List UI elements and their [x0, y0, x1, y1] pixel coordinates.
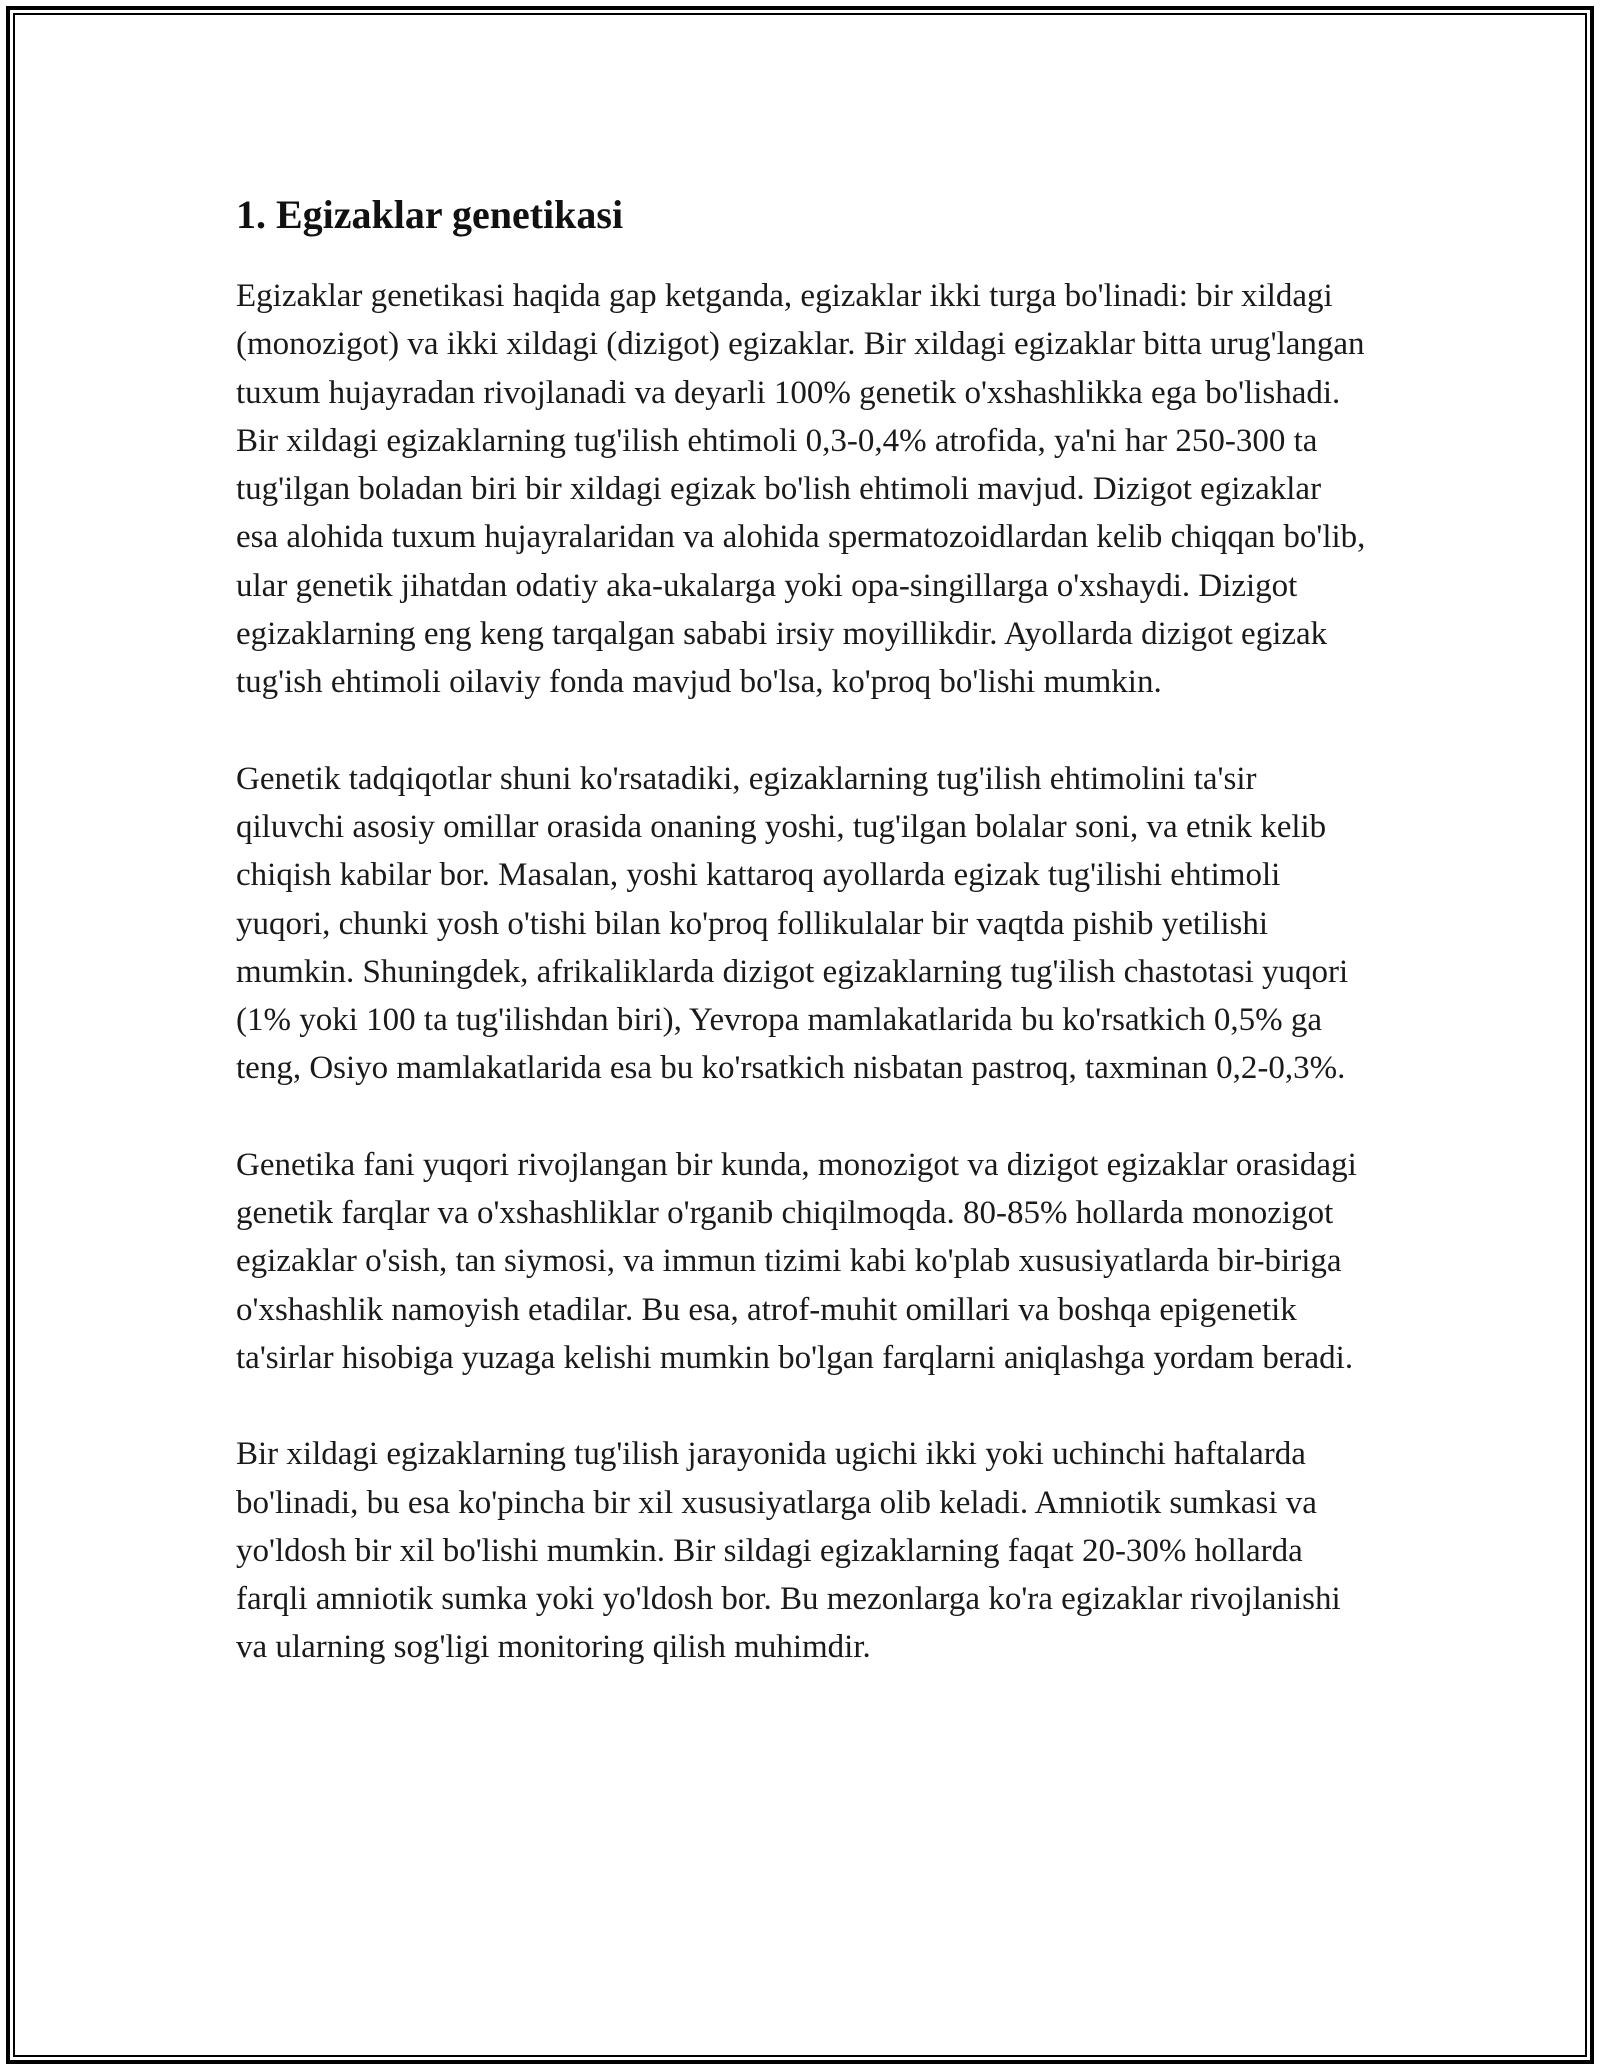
paragraph-4: Bir xildagi egizaklarning tug'ilish jarayonida ugichi ikki yoki uchinchi haftalarda bo'linadi, bu esa ko'pincha bir xil xususiyatlarga olib keladi. Amniotik sumkasi va yo'ldosh bir xil bo'lishi mumkin. Bir sildagi egizaklarning faqat 20-30% hollarda farqli amniotik sumka yoki yo'ldosh bor. Bu mezonlarga ko'ra egizaklar rivojlanishi va ularning sog'ligi monitoring qilish muhimdir. — [236, 1436, 1341, 1666]
document-title: 1. Egizaklar genetikasi — [236, 192, 624, 237]
document-body — [236, 183, 1371, 1720]
paragraph-2: Genetik tadqiqotlar shuni ko'rsatadiki, egizaklarning tug'ilish ehtimolini ta'sir qiluvchi asosiy omillar orasida onaning yoshi, tug'ilgan bolalar soni, va etnik kelib chiqish kabilar bor. Masalan, yoshi kattaroq ayollarda egizak tug'ilishi ehtimoli yuqori, chunki yosh o'tishi bilan ko'proq follikulalar bir vaqtda pishib yetilishi mumkin. Shuningdek, afrikaliklarda dizigot egizaklarning tug'ilish chastotasi yuqori (1% yoki 100 ta tug'ilishdan biri), Yevropa mamlakatlarida bu ko'rsatkich 0,5% ga teng, Osiyo mamlakatlarida esa bu ko'rsatkich nisbatan pastroq, taxminan 0,2-0,3%. — [236, 760, 1349, 1087]
paragraph-1: Egizaklar genetikasi haqida gap ketganda, egizaklar ikki turga bo'linadi: bir xildagi (monozigot) va ikki xildagi (dizigot) egizaklar. Bir xildagi egizaklar bitta urug'langan tuxum hujayradan rivojlanadi va deyarli 100% genetik o'xshashlikka ega bo'lishadi. Bir xildagi egizaklarning tug'ilish ehtimoli 0,3-0,4% atrofida, ya'ni har 250-300 ta tug'ilgan boladan biri bir xildagi egizak bo'lish ehtimoli mavjud. Dizigot egizaklar esa alohida tuxum hujayralaridan va alohida spermatozoidlardan kelib chiqqan bo'lib, ular genetik jihatdan odatiy aka-ukalarga yoki opa-singillarga o'xshaydi. Dizigot egizaklarning eng keng tarqalgan sababi irsiy moyillikdir. Ayollarda dizigot egizak tug'ish ehtimoli oilaviy fonda mavjud bo'lsa, ko'proq bo'lishi mumkin. — [236, 278, 1366, 701]
paragraph-3: Genetika fani yuqori rivojlangan bir kunda, monozigot va dizigot egizaklar orasidagi genetik farqlar va o'xshashliklar o'rganib chiqilmoqda. 80-85% hollarda monozigot egizaklar o'sish, tan siymosi, va immun tizimi kabi ko'plab xususiyatlarda bir-biriga o'xshashlik namoyish etadilar. Bu esa, atrof-muhit omillari va boshqa epigenetik ta'sirlar hisobiga yuzaga kelishi mumkin bo'lgan farqlarni aniqlashga yordam beradi. — [236, 1146, 1357, 1376]
